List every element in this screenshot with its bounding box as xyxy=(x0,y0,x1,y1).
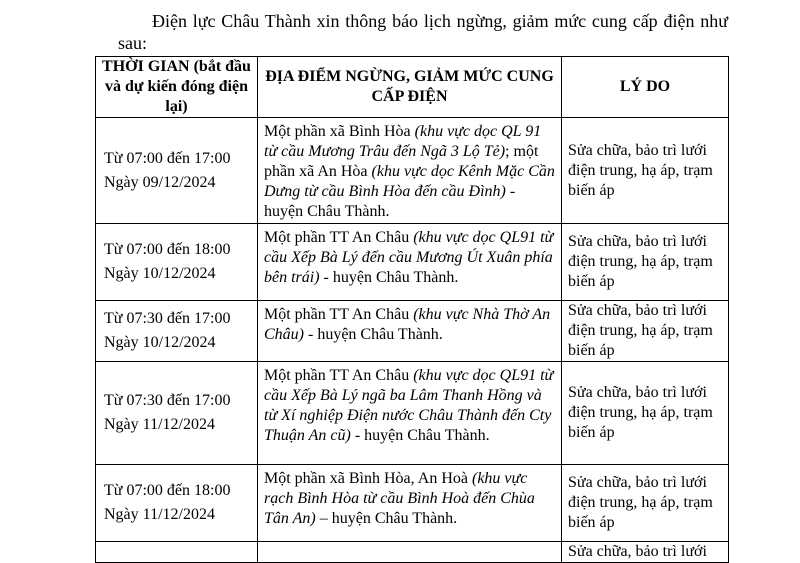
reason-cell: Sửa chữa, bảo trì lưới xyxy=(562,542,729,563)
place-text: - huyện Châu Thành. xyxy=(350,427,490,444)
table-header-row xyxy=(96,57,729,118)
table-row xyxy=(96,301,729,362)
time-date: Ngày 09/12/2024 xyxy=(104,173,216,191)
place-text: Một phần TT An Châu xyxy=(264,229,414,246)
time-cell xyxy=(96,465,258,542)
table-row xyxy=(96,118,729,224)
time-date: Ngày 10/12/2024 xyxy=(104,334,216,351)
place-text: - huyện Châu Thành. xyxy=(264,183,516,220)
table-row xyxy=(96,224,729,301)
reason-cell: Sửa chữa, bảo trì lưới điện trung, hạ áp, trạm biến áp xyxy=(562,301,729,362)
header-reason: LÝ DO xyxy=(562,57,729,118)
reason-cell: Sửa chữa, bảo trì lưới điện trung, hạ áp, trạm biến áp xyxy=(562,362,729,465)
place-text: – huyện Châu Thành. xyxy=(315,510,458,527)
place-cell xyxy=(258,362,562,465)
place-text: - huyện Châu Thành. xyxy=(304,326,443,343)
time-range: Từ 07:00 đến 18:00 xyxy=(104,241,231,258)
place-cell xyxy=(258,118,562,224)
place-cell xyxy=(258,301,562,362)
place-text: - huyện Châu Thành. xyxy=(319,269,459,286)
place-area-detail: (khu vực dọc QL91 từ cầu Xếp Bà Lý đến cầu Mương Út Xuân phía bên trái) xyxy=(264,229,554,286)
reason-cell: Sửa chữa, bảo trì lưới điện trung, hạ áp, trạm biến áp xyxy=(562,118,729,224)
place-cell xyxy=(258,224,562,301)
time-cell xyxy=(96,118,258,224)
time-cell xyxy=(96,301,258,362)
time-cell xyxy=(96,362,258,465)
place-area-detail: (khu vực dọc QL91 từ cầu Xếp Bà Lý ngã ba Lâm Thanh Hồng và từ Xí nghiệp Điện nước Châu Thành đến Cty Thuận An cũ) xyxy=(264,367,554,444)
time-range: Từ 07:00 đến 18:00 xyxy=(104,482,231,499)
outage-schedule-table xyxy=(95,56,729,563)
place-text: Một phần TT An Châu xyxy=(264,306,414,323)
time-range: Từ 07:30 đến 17:00 xyxy=(104,392,231,409)
reason-cell: Sửa chữa, bảo trì lưới điện trung, hạ áp, trạm biến áp xyxy=(562,465,729,542)
table-row-partial xyxy=(96,542,729,563)
place-text: Một phần TT An Châu xyxy=(264,367,414,384)
header-place: ĐỊA ĐIỂM NGỪNG, GIẢM MỨC CUNG CẤP ĐIỆN xyxy=(258,57,562,118)
place-text: Một phần xã Bình Hòa xyxy=(264,123,415,140)
place-area-detail: (khu vực dọc Kênh Mặc Cần Dưng từ cầu Bình Hòa đến cầu Đình) xyxy=(264,163,555,200)
time-cell xyxy=(96,542,258,563)
time-range: Từ 07:00 đến 17:00 xyxy=(104,149,231,167)
header-time: THỜI GIAN (bắt đầu và dự kiến đóng điện lại) xyxy=(96,57,258,118)
reason-cell: Sửa chữa, bảo trì lưới điện trung, hạ áp, trạm biến áp xyxy=(562,224,729,301)
place-text: Một phần xã Bình Hòa, An Hoà xyxy=(264,470,472,487)
time-date: Ngày 10/12/2024 xyxy=(104,265,216,282)
place-text: ; một phần xã An Hòa xyxy=(264,143,539,180)
time-range: Từ 07:30 đến 17:00 xyxy=(104,310,231,327)
time-date: Ngày 11/12/2024 xyxy=(104,416,215,433)
place-cell xyxy=(258,465,562,542)
intro-paragraph: Điện lực Châu Thành xin thông báo lịch ngừng, giảm mức cung cấp điện như sau: xyxy=(118,11,728,53)
time-cell xyxy=(96,224,258,301)
table-row xyxy=(96,465,729,542)
table-row xyxy=(96,362,729,465)
place-area-detail: (khu vực dọc QL 91 từ cầu Mương Trâu đến Ngã 3 Lộ Tẻ) xyxy=(264,123,542,160)
time-date: Ngày 11/12/2024 xyxy=(104,506,215,523)
place-area-detail: (khu vực rạch Bình Hòa từ cầu Bình Hoà đến Chùa Tân An) xyxy=(264,470,535,527)
place-area-detail: (khu vực Nhà Thờ An Châu) xyxy=(264,306,551,343)
place-cell xyxy=(258,542,562,563)
